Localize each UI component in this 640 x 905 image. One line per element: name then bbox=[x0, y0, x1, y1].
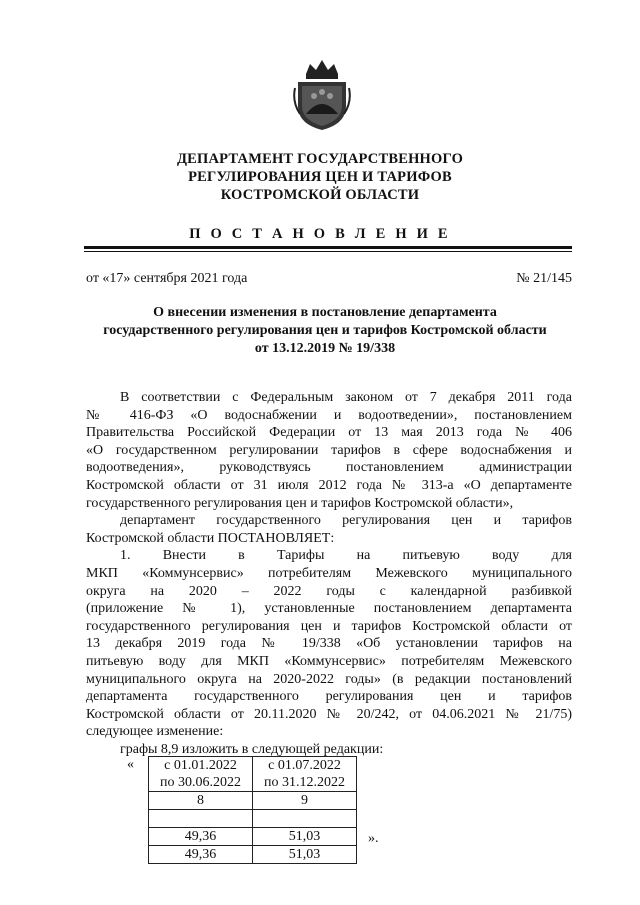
quote-open: « bbox=[127, 757, 134, 772]
text-line: Костромской области от 20.11.2020 № 20/242, от 04.06.2021 № 21/75) bbox=[86, 706, 572, 722]
header-line-1: ДЕПАРТАМЕНТ ГОСУДАРСТВЕННОГО bbox=[176, 151, 464, 167]
text-line: департамент государственного регулирования цен и тарифов bbox=[120, 513, 572, 529]
table-cell: 49,36 bbox=[149, 846, 253, 864]
text-line: 13 декабря 2019 года № 19/338 «Об установлении тарифов на bbox=[86, 636, 572, 652]
text-line: В соответствии с Федеральным законом от 7 декабря 2011 года bbox=[120, 390, 572, 405]
table-row bbox=[149, 828, 357, 846]
header-divider-thick bbox=[84, 246, 572, 249]
text-line: МКП «Коммунсервис» потребителям Межевского муниципального bbox=[86, 565, 572, 581]
header-line-3: КОСТРОМСКОЙ ОБЛАСТИ bbox=[220, 187, 420, 203]
table-cell: 49,36 bbox=[149, 828, 253, 846]
table-cell: 51,03 bbox=[253, 828, 357, 846]
text-line: следующее изменение: bbox=[86, 724, 224, 740]
text-line: округа на 2020 – 2022 годы с календарной разбивкой bbox=[86, 583, 572, 599]
document-type-title: П О С Т А Н О В Л Е Н И Е bbox=[189, 226, 451, 242]
document-subject bbox=[80, 304, 570, 358]
header-line-2: РЕГУЛИРОВАНИЯ ЦЕН И ТАРИФОВ bbox=[188, 169, 452, 185]
text-line: графы 8,9 изложить в следующей редакции: bbox=[120, 741, 384, 757]
table-header-row bbox=[149, 757, 357, 792]
period-end: по 31.12.2022 bbox=[264, 775, 345, 790]
text-line: государственного регулирования цен и тарифов Костромской области от bbox=[86, 618, 572, 634]
quote-close: ». bbox=[368, 831, 379, 846]
subject-line-2: государственного регулирования цен и тарифов Костромской области bbox=[103, 323, 547, 338]
column-number-cell: 8 bbox=[149, 792, 253, 810]
text-line: «О государственном регулировании тарифов в сфере водоснабжения и bbox=[86, 442, 572, 458]
table-cell bbox=[149, 810, 253, 828]
table-header-cell bbox=[253, 757, 357, 792]
document-date: от «17» сентября 2021 года bbox=[86, 271, 248, 286]
text-line: питьевую воду для МКП «Коммунсервис» потребителям Межевского bbox=[86, 653, 572, 669]
table-header-cell bbox=[149, 757, 253, 792]
table-cell: 51,03 bbox=[253, 846, 357, 864]
text-line: государственного регулирования цен и тарифов Костромской области», bbox=[86, 495, 514, 511]
header-divider-thin bbox=[84, 251, 572, 252]
coat-of-arms-icon bbox=[292, 58, 352, 132]
text-line: Костромской области от 31 июля 2012 года № 313-а «О департаменте bbox=[86, 477, 572, 493]
text-line: 1. Внести в Тарифы на питьевую воду для bbox=[120, 548, 572, 564]
period-end: по 30.06.2022 bbox=[160, 775, 241, 790]
tariff-table bbox=[148, 756, 357, 864]
table-column-number-row bbox=[149, 792, 357, 810]
text-line: департамента государственного регулирования цен и тарифов bbox=[86, 689, 572, 705]
subject-line-1: О внесении изменения в постановление департамента bbox=[153, 305, 497, 320]
paragraph-preamble bbox=[86, 389, 572, 758]
period-start: с 01.01.2022 bbox=[164, 758, 237, 773]
table-cell bbox=[253, 810, 357, 828]
text-line: (приложение № 1), установленные постановлением департамента bbox=[86, 601, 572, 617]
document-number: № 21/145 bbox=[516, 271, 572, 286]
text-line: Костромской области ПОСТАНОВЛЯЕТ: bbox=[86, 530, 335, 546]
text-line: Правительства Российской Федерации от 13 мая 2013 года № 406 bbox=[86, 425, 572, 441]
column-number-cell: 9 bbox=[253, 792, 357, 810]
department-header bbox=[80, 150, 560, 204]
subject-line-3: от 13.12.2019 № 19/338 bbox=[254, 341, 396, 356]
table-row bbox=[149, 846, 357, 864]
period-start: с 01.07.2022 bbox=[268, 758, 341, 773]
text-line: муниципального округа на 2020-2022 годы» (в редакции постановлений bbox=[86, 671, 572, 687]
text-line: № 416-ФЗ «О водоснабжении и водоотведении», постановлением bbox=[86, 407, 572, 423]
text-line: водоотведения», руководствуясь постановлением администрации bbox=[86, 460, 572, 476]
table-row bbox=[149, 810, 357, 828]
